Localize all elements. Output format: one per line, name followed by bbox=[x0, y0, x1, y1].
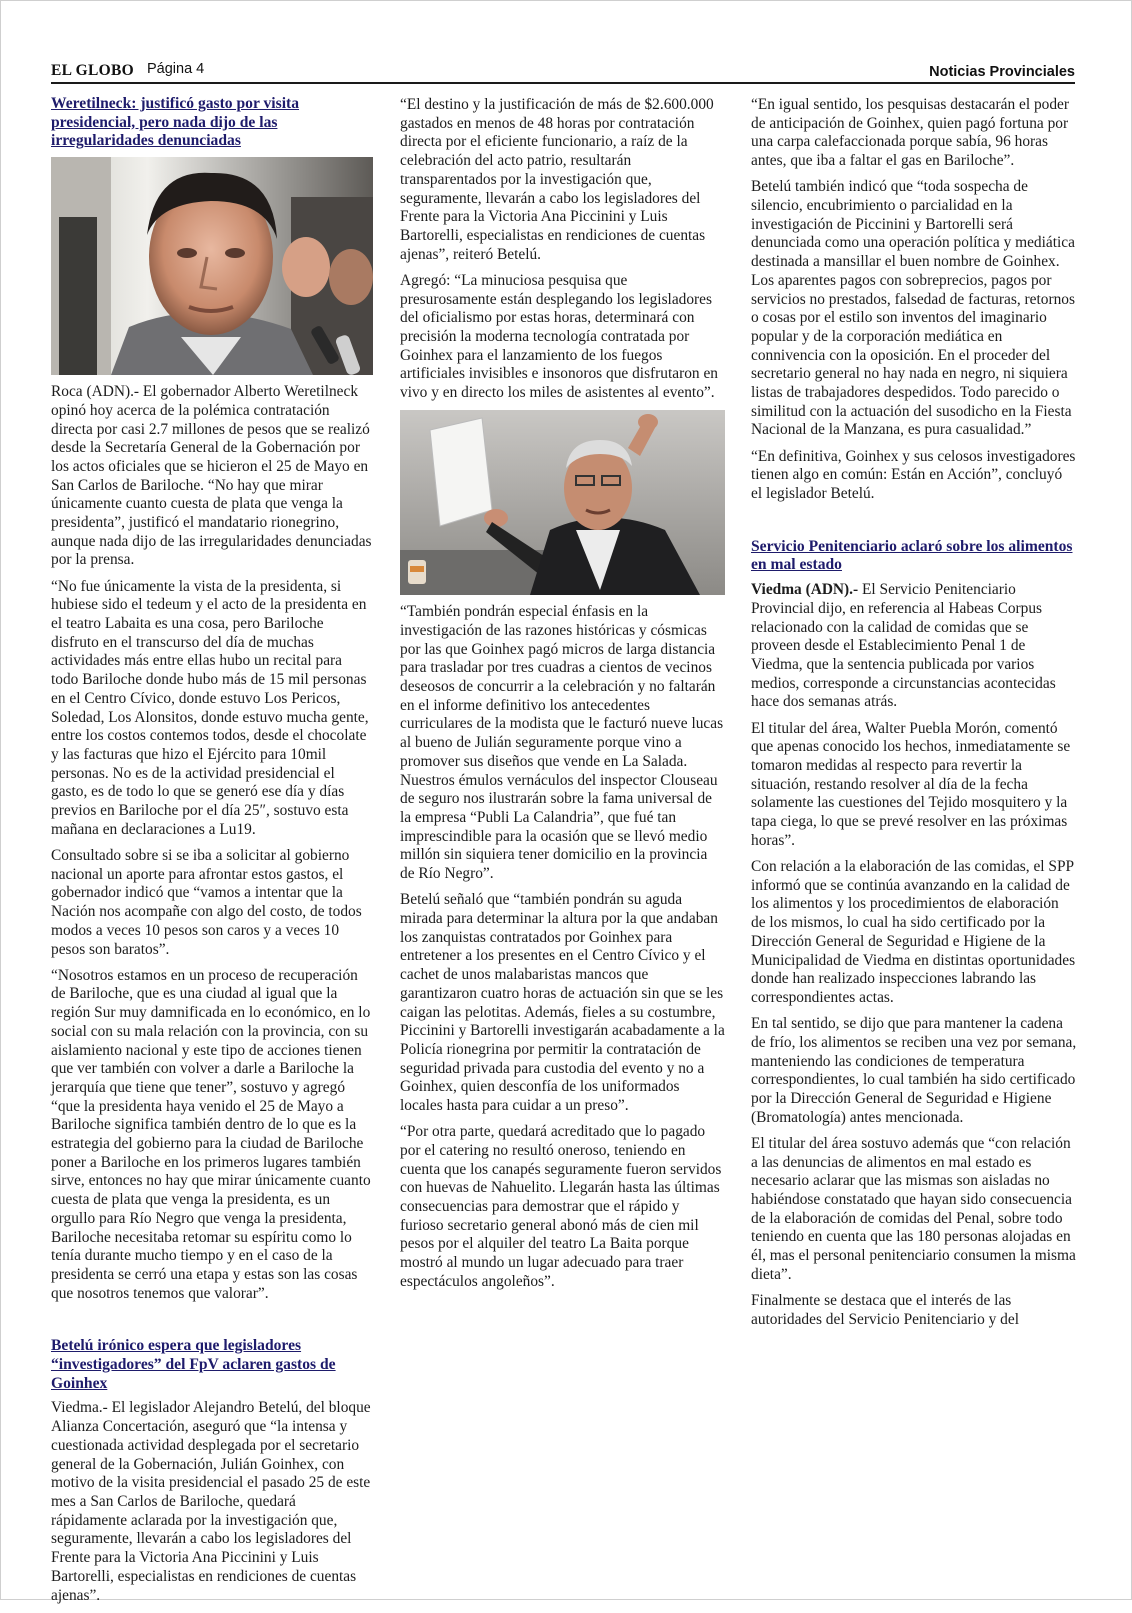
paragraph: “Por otra parte, quedará acreditado que lo pagado por el catering no resultó oneroso, teniendo en cuenta que los canapés seguramente fueron servidos con huevas de Nahuelito. Llegarán hasta las últimas consecuencias para demostrar que el rápido y furioso secretario general abonó más de cien mil pesos por el alquiler del teatro La Baita porque mostró al mundo un lugar adecuado para traer espectáculos angoleños”. bbox=[400, 1123, 722, 1290]
paragraph bbox=[751, 581, 1077, 712]
column-2 bbox=[400, 96, 725, 1299]
paragraph-text: El Servicio Penitenciario Provincial dijo, en referencia al Habeas Corpus relacionado con la calidad de comidas que se proveen desde el Establecimiento Penal 1 de Viedma, que la sentencia publicada por varios medios, corresponde a circunstancias acontecidas hace dos semanas atrás. bbox=[751, 581, 1056, 711]
paragraph: Finalmente se destaca que el interés de las autoridades del Servicio Penitenciario y del bbox=[751, 1291, 1019, 1328]
article-headline[interactable]: Weretilneck: justificó gasto por visita presidencial, pero nada dijo de las irregularidades denunciadas bbox=[51, 95, 300, 150]
governor-photo bbox=[51, 157, 373, 375]
dateline: Viedma (ADN).- bbox=[751, 581, 859, 599]
paragraph: “En igual sentido, los pesquisas destacarán el poder de anticipación de Goinhex, quien pagó fortuna por una carpa calefaccionada porque sabía, 96 horas antes, que iba a faltar el gas en Bariloche”. bbox=[751, 96, 1069, 170]
legislator-photo bbox=[400, 410, 725, 595]
newspaper-name: EL GLOBO bbox=[51, 62, 134, 79]
section-title: Noticias Provinciales bbox=[929, 64, 1075, 80]
paragraph: En tal sentido, se dijo que para mantener la cadena de frío, los alimentos se reciben una vez por semana, manteniendo las condiciones de temperatura correspondientes, lo cual también ha sido certificado por la Dirección General de Seguridad e Higiene (Bromatología) antes mencionada. bbox=[751, 1015, 1077, 1126]
paragraph: El titular del área sostuvo además que “con relación a las denuncias de alimentos en mal estado es necesario aclarar que las mismas son aisladas no habiéndose constatado que hayan sido consecuencia de la elaboración de comidas del Penal, sobre todo teniendo en cuenta que las 180 personas alojadas en él, mas el personal penitenciario consumen la misma dieta”. bbox=[751, 1134, 1076, 1283]
article-headline[interactable]: Servicio Penitenciario aclaró sobre los alimentos en mal estado bbox=[751, 537, 1073, 574]
paragraph: “En definitiva, Goinhex y sus celosos investigadores tienen algo en común: Están en Acción”, concluyó el legislador Betelú. bbox=[751, 447, 1076, 503]
paragraph: “No fue únicamente la vista de la presidenta, si hubiese sido el tedeum y el acto de la presidenta en el teatro Labaita es una cosa, pero Bariloche disfruto en el transcurso del día de muchas actividades más entre ellas hubo un recital para todo Bariloche donde hubo más de 15 mil personas en el Centro Cívico, donde estuvo Los Pericos, Soledad, Los Alonsitos, donde estuvo mucha gente, entre los costos contemos todos, desde el chocolate y las facturas que hizo el Ejército para 10mil personas. No es de la actividad presidencial el gasto, es de todo lo que se generó ese día y días previos en Bariloche por el día 25″, sostuvo esta mañana en declaraciones a Lu19. bbox=[51, 577, 369, 838]
masthead bbox=[51, 60, 1075, 84]
paragraph: El titular del área, Walter Puebla Morón, comentó que apenas conocido los hechos, inmediatamente se tomaron medidas al respecto para revertir la situación, restando resolver al día de la fecha solamente las cuestiones del Tejido mosquitero y la tapa ciega, lo que se prevé resolver en las próximas horas”. bbox=[751, 719, 1071, 849]
column-1 bbox=[51, 95, 373, 1613]
column-3 bbox=[751, 96, 1077, 1337]
paragraph: Betelú señaló que “también pondrán su aguda mirada para determinar la altura por la que andaban los zanquistas contratados por Goinhex para entretener a los presentes en el Centro Cívico y el cachet de unos malabaristas mancos que garantizaron cuatro horas de actuación sin que se les caigan las pelotitas. Además, fieles a su costumbre, Piccinini y Bartorelli investigarán acabadamente a la Policía rionegrina por permitir la contratación de seguridad privada para custodia del evento y no a Goinhex, quien desconfía de los uniformados locales hasta para cuidar a un preso”. bbox=[400, 891, 725, 1115]
paragraph: “Nosotros estamos en un proceso de recuperación de Bariloche, que es una ciudad al igual que la región Sur muy damnificada en lo económico, en lo social con su mala relación con la provincia, con su aislamiento nacional y este tipo de acciones tienen que ver también con volver a darle a Bariloche la jerarquía que tiene que tener”, sostuvo y agregó “que la presidenta haya venido el 25 de Mayo a Bariloche significa también dentro de lo que es la estrategia del gobierno para la ciudad de Bariloche poner a Bariloche en los primeros lugares también sirve, entonces no hay que mirar únicamente cuanto cuesta de plata que venga la presidenta, es un orgullo para Río Negro que venga la presidenta, Bariloche necesitaba retomar su espíritu como lo tenía durante mucho tiempo y en el caso de la presidenta se cerró una etapa y estas son las cosas que nosotros tenemos que valorar”. bbox=[51, 966, 371, 1302]
article-headline[interactable]: Betelú irónico espera que legisladores “investigadores” del FpV aclaren gastos de Goinhex bbox=[51, 1337, 336, 1392]
paragraph: “También pondrán especial énfasis en la investigación de las razones históricas y cósmicas por las que Goinhex pagó micros de larga distancia para trasladar por tres cuadras a cientos de vecinos deseosos de concurrir a la celebración y no faltarán en el informe definitivo los antecedentes curriculares de la modista que le facturó nueve lucas al bueno de Julián seguramente porque vino a promover sus diseños que vende en La Salada. Nuestros émulos vernáculos del inspector Clouseau de seguro nos ilustrarán sobre la fama universal de la empresa “Publi La Calandria”, que fué tan imprescindible para la ocasión que se llevó medio millón sin siquiera tener domicilio en la provincia de Río Negro”. bbox=[400, 603, 724, 883]
paragraph: Consultado sobre si se iba a solicitar al gobierno nacional un aporte para afrontar estos gastos, el gobernador indicó que “vamos a intentar que la Nación nos acompañe con algo del costo, de todos modos a veces 10 pesos son caros y a veces 10 pesos son baratos”. bbox=[51, 846, 362, 958]
paragraph: Betelú también indicó que “toda sospecha de silencio, encubrimiento o parcialidad en la investigación de Piccinini y Bartorelli será denunciada como una operación política y mediática destinada a mansillar el buen nombre de Goinhex. Los aparentes pagos con sobreprecios, pagos por servicios no prestados, falsedad de facturas, retornos o cosas por el estilo son inventos del imaginario popular y de la corporación mediática en connivencia con la oposición. En el proceder del secretario general no hay nada en negro, ni siquiera listas de trabajadores despedidos. Todo parecido o similitud con la actuación del susodicho en la Fiesta Nacional de la Manzana, es pura casualidad.” bbox=[751, 178, 1075, 439]
paragraph: “El destino y la justificación de más de $2.600.000 gastados en menos de 48 horas por contratación directa por el eficiente funcionario, a raíz de la celebración del acto patrio, resultarán transparentados por la investigación que, seguramente, llevarán a cabo los legisladores del Frente para la Victoria Ana Piccinini y Luis Bartorelli, especialistas en rendiciones de cuentas ajenas”, reiteró Betelú. bbox=[400, 96, 714, 263]
page-number: Página 4 bbox=[147, 61, 205, 77]
paragraph: Con relación a la elaboración de las comidas, el SPP informó que se continúa avanzando en la calidad de los alimentos y los procedimientos de elaboración de los mismos, lo cual ha sido certificado por la Dirección General de Seguridad e Higiene de la Municipalidad de Viedma en distintas oportunidades donde han realizado inspecciones labrando las correspondientes actas. bbox=[751, 858, 1076, 1006]
paragraph: Roca (ADN).- El gobernador Alberto Weretilneck opinó hoy acerca de la polémica contratación directa por casi 2.7 millones de pesos que se realizó desde la Secretaría General de la Gobernación por los actos oficiales que se hicieron el 25 de Mayo en San Carlos de Bariloche. “No hay que mirar únicamente cuanto cuesta de plata que venga la presidenta”, justificó el mandatario rionegrino, aunque nada dijo de las irregularidades denunciadas por la prensa. bbox=[51, 383, 372, 569]
paragraph: Agregó: “La minuciosa pesquisa que presurosamente están desplegando los legisladores del oficialismo por estas horas, determinará con precisión la moderna tecnología contratada por Goinhex para el lanzamiento de los fuegos artificiales invisibles e insonoros que disfrutaron en vivo y en directo los miles de asistentes al evento”. bbox=[400, 271, 718, 402]
paragraph: Viedma.- El legislador Alejandro Betelú, del bloque Alianza Concertación, aseguró que “la intensa y cuestionada actividad desplegada por el secretario general de la Gobernación, Julián Goinhex, con motivo de la visita presidencial el pasado 25 de este mes a San Carlos de Bariloche, quedará rápidamente aclarada por la investigación que, seguramente, llevarán a cabo los legisladores del Frente para la Victoria Ana Piccinini y Luis Bartorelli, especialistas en rendiciones de cuentas ajenas”. bbox=[51, 1399, 371, 1604]
